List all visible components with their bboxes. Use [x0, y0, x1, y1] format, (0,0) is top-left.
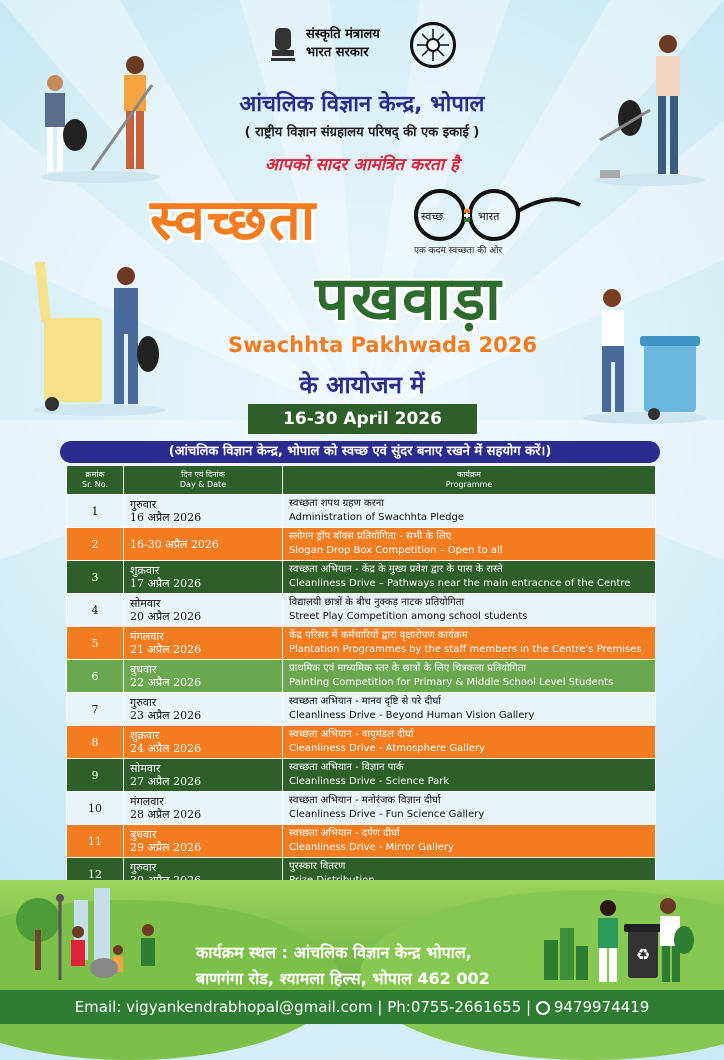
row-programme-hindi: स्लोगन ड्रॉप बॉक्स प्रतियोगिता - सभी के लिए	[289, 531, 452, 542]
row-day: गुरुवार	[130, 861, 157, 874]
ministry-text	[306, 26, 380, 62]
row-programme-english: Administration of Swachhta Pledge	[289, 512, 465, 523]
table-row	[67, 660, 656, 693]
row-programme	[283, 528, 656, 561]
table-row	[67, 759, 656, 792]
svg-text:♻: ♻	[635, 945, 651, 964]
row-day-date	[124, 561, 283, 594]
row-programme-english: Cleanliness Drive - Atmosphere Gallery	[289, 743, 485, 754]
logo-word-swachh: स्वच्छ	[421, 210, 444, 223]
header-sr-en: Sr. No.	[82, 480, 108, 489]
row-programme	[283, 759, 656, 792]
row-day: सोमवार	[130, 597, 161, 610]
row-programme	[283, 660, 656, 693]
row-programme	[283, 825, 656, 858]
row-day: गुरुवार	[130, 696, 157, 709]
row-date: 22 अप्रैल 2026	[130, 676, 202, 689]
organization-name: आंचलिक विज्ञान केन्द्र, भोपाल	[239, 92, 485, 117]
row-day: मंगलवार	[130, 630, 164, 643]
row-programme-hindi: स्वच्छता अभियान - केंद्र के मुख्य प्रवेश द्वार के पास के रास्ते	[289, 564, 503, 575]
ministry-header	[268, 22, 468, 72]
whatsapp-icon	[536, 1001, 550, 1015]
row-date: 21 अप्रैल 2026	[130, 643, 202, 656]
venue-line-2: बाणगंगा रोड, श्यामला हिल्स, भोपाल 462 002	[196, 969, 490, 988]
table-row	[67, 627, 656, 660]
row-day-date	[124, 627, 283, 660]
logo-word-bharat: भारत	[478, 210, 500, 223]
row-programme-english: Slogan Drop Box Competition – Open to all	[289, 545, 503, 556]
table-row	[67, 825, 656, 858]
footer-phone[interactable]: Ph:0755-2661655	[387, 998, 522, 1016]
row-programme-english: Cleanliness Drive - Fun Science Gallery	[289, 809, 485, 820]
programme-schedule-table	[66, 465, 656, 891]
header-date-hi: दिन एवं दिनांक	[181, 470, 225, 479]
row-date: 16 अप्रैल 2026	[130, 511, 202, 524]
row-programme-hindi: पुरस्कार वितरण	[289, 861, 346, 872]
row-date: 24 अप्रैल 2026	[130, 742, 202, 755]
table-row	[67, 561, 656, 594]
row-programme-hindi: स्वच्छता अभियान - मानव दृष्टि से परे दीर्घा	[289, 696, 441, 707]
slogan-banner: (आंचलिक विज्ञान केन्द्र, भोपाल को स्वच्छ एवं सुंदर बनाए रखने में सहयोग करें।)	[60, 441, 660, 463]
english-title: Swachhta Pakhwada 2026	[228, 333, 538, 357]
row-day-date	[124, 825, 283, 858]
row-day-date	[124, 528, 283, 561]
table-header-row	[67, 466, 656, 495]
header-programme	[283, 466, 656, 495]
table-row	[67, 726, 656, 759]
row-programme-english: Painting Competition for Primary & Middle School Level Students	[289, 677, 614, 688]
invitation-text: आपको सादर आमंत्रित करता है	[264, 155, 460, 175]
cleaner-illustration-right	[590, 30, 710, 190]
row-sr-no: 5	[67, 627, 124, 660]
event-caption: के आयोजन में	[299, 371, 425, 399]
organization-subtitle: ( राष्ट्रीय विज्ञान संग्रहालय परिषद् की एक इकाई )	[244, 125, 480, 140]
row-day-date	[124, 726, 283, 759]
header-day-date	[124, 466, 283, 495]
logo-tagline: एक कदम स्वच्छता की ओर	[414, 246, 503, 256]
row-sr-no: 12	[67, 858, 124, 891]
recycling-illustration	[536, 880, 722, 990]
park-cleanup-illustration	[4, 880, 174, 990]
venue-text	[196, 940, 490, 992]
title-pakhwada: पखवाड़ा	[315, 264, 503, 334]
row-sr-no: 3	[67, 561, 124, 594]
row-day: बुधवार	[130, 663, 157, 676]
row-sr-no: 8	[67, 726, 124, 759]
row-sr-no: 2	[67, 528, 124, 561]
row-day-date	[124, 594, 283, 627]
row-day: बुधवार	[130, 828, 157, 841]
row-day-date	[124, 495, 283, 528]
blue-bin-cleaner-illustration	[580, 286, 710, 426]
row-day: शुक्रवार	[130, 729, 160, 742]
header-prog-en: Programme	[445, 480, 493, 489]
row-day: सोमवार	[130, 762, 161, 775]
footer-separator-2: |	[526, 998, 532, 1016]
date-range-banner: 16-30 April 2026	[248, 404, 477, 434]
row-programme	[283, 495, 656, 528]
ncsm-logo-icon	[410, 22, 456, 68]
footer-separator: |	[377, 998, 383, 1016]
row-programme-hindi: स्वच्छता शपथ ग्रहण करना	[289, 498, 384, 509]
header-sr-hi: क्रमांक	[85, 470, 105, 479]
row-sr-no: 4	[67, 594, 124, 627]
row-sr-no: 10	[67, 792, 124, 825]
header-sr-no	[67, 466, 124, 495]
row-date: 28 अप्रैल 2026	[130, 808, 202, 821]
table-row	[67, 594, 656, 627]
venue-line-1: कार्यक्रम स्थल : आंचलिक विज्ञान केन्द्र भोपाल,	[196, 943, 472, 962]
row-date: 23 अप्रैल 2026	[130, 709, 202, 722]
row-programme-english: Cleanliness Drive - Beyond Human Vision Gallery	[289, 710, 535, 721]
row-programme-english: Plantation Programmes by the staff members in the Centre's Premises	[289, 644, 642, 655]
row-date: 20 अप्रैल 2026	[130, 610, 202, 623]
table-row	[67, 528, 656, 561]
row-day-date	[124, 693, 283, 726]
row-date: 29 अप्रैल 2026	[130, 841, 202, 854]
footer-email[interactable]: Email: vigyankendrabhopal@gmail.com	[74, 998, 373, 1016]
row-programme-hindi: स्वच्छता अभियान - मनोरंजक विज्ञान दीर्घा	[289, 795, 441, 806]
row-sr-no: 6	[67, 660, 124, 693]
header-date-en: Day & Date	[179, 480, 227, 489]
row-day-date	[124, 660, 283, 693]
row-date: 17 अप्रैल 2026	[130, 577, 202, 590]
row-day-date	[124, 792, 283, 825]
row-programme	[283, 726, 656, 759]
row-sr-no: 11	[67, 825, 124, 858]
row-programme-english: Cleanliness Drive - Science Park	[289, 776, 450, 787]
row-programme	[283, 792, 656, 825]
row-programme-hindi: विद्यालयी छात्रों के बीच नुक्कड़ नाटक प्रतियोगिता	[289, 597, 465, 608]
row-sr-no: 9	[67, 759, 124, 792]
table-row	[67, 792, 656, 825]
table-row	[67, 693, 656, 726]
row-programme-hindi: स्वच्छता अभियान - वायुमंडल दीर्घा	[289, 729, 414, 740]
row-programme-hindi: स्वच्छता अभियान - दर्पण दीर्घा	[289, 828, 400, 839]
contact-footer	[0, 990, 724, 1024]
row-programme-english: Cleanliness Drive – Pathways near the main entracnce of the Centre	[289, 578, 631, 589]
row-day: मंगलवार	[130, 795, 164, 808]
row-date: 27 अप्रैल 2026	[130, 775, 202, 788]
row-programme-hindi: केंद्र परिसर में कर्मचारियों द्वारा वृक्षारोपण कार्यक्रम	[289, 630, 468, 641]
row-programme	[283, 594, 656, 627]
table-row	[67, 495, 656, 528]
row-sr-no: 1	[67, 495, 124, 528]
government-name: भारत सरकार	[306, 45, 369, 60]
row-date: 16-30 अप्रैल 2026	[130, 537, 219, 551]
row-day: गुरुवार	[130, 498, 157, 511]
national-emblem-icon	[268, 24, 298, 68]
row-day-date	[124, 759, 283, 792]
row-programme-english: Cleanliness Drive - Mirror Gallery	[289, 842, 454, 853]
row-programme	[283, 561, 656, 594]
title-swachhta: स्वच्छता	[150, 187, 318, 253]
row-day: शुक्रवार	[130, 564, 160, 577]
row-sr-no: 7	[67, 693, 124, 726]
cleaners-illustration-left	[30, 45, 170, 185]
footer-whatsapp[interactable]: 9479974419	[553, 998, 650, 1016]
row-programme-english: Street Play Competition among school students	[289, 611, 528, 622]
ministry-name: संस्कृति मंत्रालय	[306, 27, 380, 42]
row-programme	[283, 693, 656, 726]
row-programme	[283, 627, 656, 660]
row-programme-hindi: स्वच्छता अभियान - विज्ञान पार्क	[289, 762, 404, 773]
header-prog-hi: कार्यक्रम	[457, 470, 481, 479]
row-programme-hindi: प्राथमिक एवं माध्यमिक स्तर के छात्रों के लिए चित्रकला प्रतियोगिता	[289, 663, 527, 674]
